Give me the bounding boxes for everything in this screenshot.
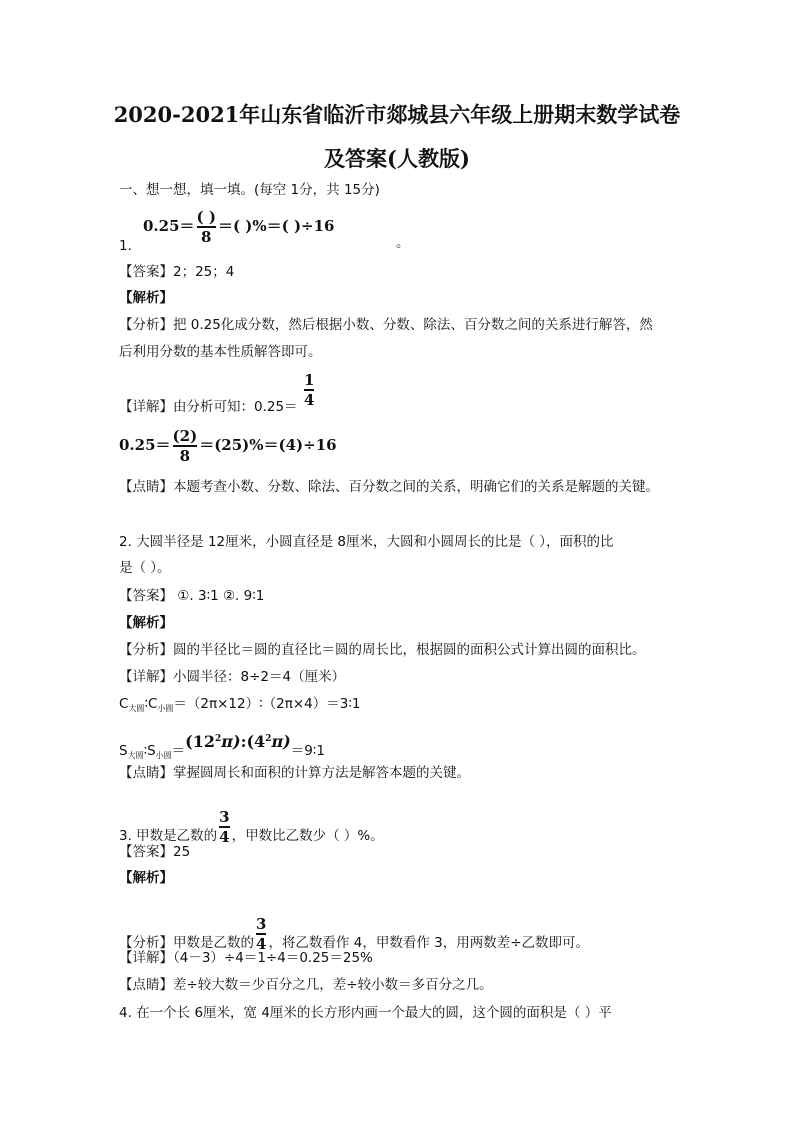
q2-area-expression: $(12^2\pi):(4^2\pi)$ <box>185 732 291 751</box>
q1-jiexi: 【解析】 <box>119 290 173 306</box>
q2-jiexi: 【解析】 <box>119 615 173 631</box>
q1-result-denominator: 8 <box>179 446 191 465</box>
q1-xiangjie-denominator: 4 <box>304 390 315 409</box>
section-heading: 一、想一想，填一填。(每空 1分，共 15分) <box>119 182 380 198</box>
q1-result-lhs: 0.25＝ <box>119 435 171 454</box>
q3-xiangjie: 【详解】（4－3）÷4＝1÷4＝0.25＝25% <box>119 950 373 966</box>
q1-eq-rest: ＝( )%＝( )÷16 <box>217 216 335 235</box>
q4-stem-1: 4. 在一个长 6厘米，宽 4厘米的长方形内画一个最大的圆，这个圆的面积是（ ）平 <box>119 1005 612 1021</box>
q3-stem-numerator: 3 <box>219 808 230 826</box>
q1-eq-lhs: 0.25＝ <box>143 216 195 235</box>
q1-result-numerator: (2) <box>172 427 198 445</box>
q3-fenxi-denominator: 4 <box>256 934 267 953</box>
q2-dianjing: 【点睛】掌握圆周长和面积的计算方法是解答本题的关键。 <box>119 765 470 781</box>
q2-answer: 【答案】 ①. 3∶1 ②. 9∶1 <box>119 588 265 604</box>
q3-answer: 【答案】25 <box>119 844 191 860</box>
q1-eq-fraction <box>197 208 216 246</box>
document-title-line-2: 及答案(人教版) <box>324 146 470 171</box>
q2-stem-1: 2. 大圆半径是 12厘米，小圆直径是 8厘米，大圆和小圆周长的比是（ ），面积的比 <box>119 534 614 550</box>
q3-jiexi: 【解析】 <box>119 870 173 886</box>
q3-stem: 3. 甲数是乙数的 $\frac{3}{4}$ ，甲数比乙数少（ ）%。 <box>119 808 384 846</box>
q1-xiangjie-fraction <box>302 371 316 409</box>
q3-dianjing: 【点睛】差÷较大数＝少百分之几，差÷较小数＝多百分之几。 <box>119 977 493 993</box>
document-title-line-1: 2020-2021年山东省临沂市郯城县六年级上册期末数学试卷 <box>113 102 681 127</box>
q2-xiangjie: 【详解】小圆半径：8÷2＝4（厘米） <box>119 669 346 685</box>
q3-fenxi: 【分析】甲数是乙数的 $\frac{3}{4}$ ，将乙数看作 4，甲数看作 3，用两数差÷乙数即可。 <box>119 915 590 953</box>
q1-answer: 【答案】2；25；4 <box>119 264 235 280</box>
q1-xiangjie: 【详解】由分析可知：0.25＝ <box>119 399 298 415</box>
q1-eq-denominator: 8 <box>201 227 212 246</box>
q1-eq-numerator: ( ) <box>196 208 216 226</box>
q2-stem-2: 是（ ）。 <box>119 560 171 576</box>
q2-area-ratio: $S_{大圆}∶S_{小圆}=(12^2\pi):(4^2\pi)=9∶1$ <box>119 732 325 760</box>
q2-circumference-ratio: $C_{大圆}∶C_{小圆}=(2\pi\times 12)∶(2\pi\times 4)=3∶1$ <box>119 696 361 713</box>
q1-result-rest: ＝(25)%＝(4)÷16 <box>199 435 337 454</box>
q2-fenxi: 【分析】圆的半径比＝圆的直径比＝圆的周长比，根据圆的面积公式计算出圆的面积比。 <box>119 642 646 658</box>
q1-fenxi-1: 【分析】把 0.25化成分数，然后根据小数、分数、除法、百分数之间的关系进行解答，然 <box>119 317 653 333</box>
q1-number: 1. <box>119 238 132 254</box>
q1-dianjing: 【点睛】本题考查小数、分数、除法、百分数之间的关系，明确它们的关系是解题的关键。 <box>119 479 659 495</box>
q1-tail: 。 <box>396 235 410 251</box>
q1-result-equation <box>119 427 337 465</box>
q1-fenxi-2: 后利用分数的基本性质解答即可。 <box>119 344 322 360</box>
q3-fenxi-numerator: 3 <box>256 915 267 933</box>
q1-xiangjie-numerator: 1 <box>304 371 315 389</box>
q3-stem-denominator: 4 <box>219 827 230 846</box>
q1-equation <box>143 208 335 246</box>
